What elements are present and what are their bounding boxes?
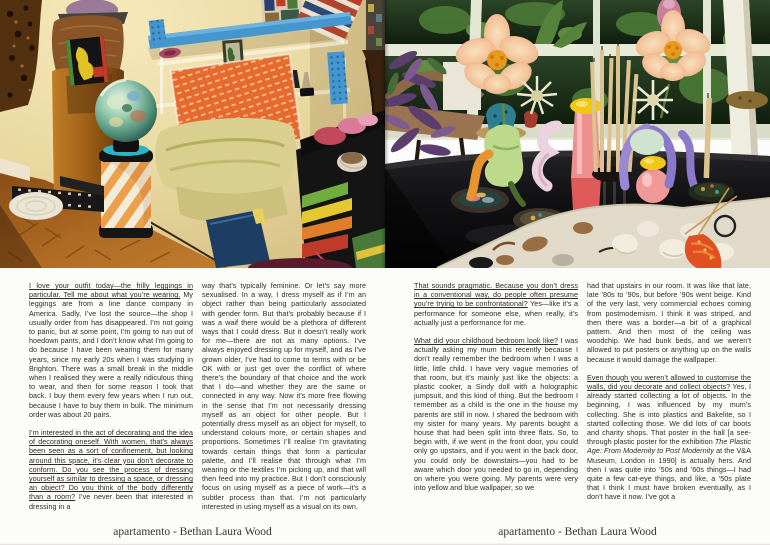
answer-text: I’ve never been that interested in dressing in a xyxy=(29,492,193,511)
answer-text: Yes, I already started collecting a lot of objects. In the beginning, I was influenced by my mum’s collecting. She is into plastics and Bakelite, so I started collecting those. We did lots of car boots and charity shops. That poster in the hall [a see-through plastic poster for the exhibition xyxy=(587,382,751,447)
bottle-vase-round xyxy=(636,156,670,203)
answer-text: Yes—like it’s a performance for someone else, when really, it’s actually just a performance for me. xyxy=(414,299,578,327)
answer-text: had that upstairs in our room. It was like that late, late ’80s to ’90s, but before ’90s went beige. Kind of the very last, very commercial echoes coming from postmodernism. I think it was striped, and then there was a border—a bit of a graphical pattern. And then most of the ceiling was woodchip. We had bunk beds, and we weren’t allowed to put posters or anything up on the walls because it would damage the wallpaper. xyxy=(587,281,751,364)
question-text: I love your outfit today—the frilly leggings in particular. Tell me about what you’re wearing. xyxy=(29,281,193,300)
article-column-4 xyxy=(587,281,751,524)
qa-paragraph xyxy=(414,281,578,327)
question-text: That sounds pragmatic. Because you don’t dress in a conventional way, do people often presume you’re trying to be confrontational? xyxy=(414,281,578,309)
answer-text: way that’s typically feminine. Or let’s say more sexualised. In a way, I dress myself as if I’m an object rather than being particularly associated with gender form. But that’s probably because if I was a waif there would be a plethora of different ways that I could dress. But it doesn’t really work for me—there are not as many options. I’ve always enjoyed dressing up for myself, and as I’ve grown older, I’ve had to come to terms with or be OK with or just get over the conflict of where there’s the boundary of that choice and the work that I do—and whether they are the same or connected in any way. Now it’s more free flowing in the sense that I’m not necessarily dressing myself as an object for other people. But I potentially dress myself as an object for myself, to understand colours more, or certain shapes and proportions. Sometimes I’ll realise I’m gravitating towards certain things that form a particular palette, and I’ll realise that through what I’m wearing or the textiles I’m picking up, and that will then feed into my practice. But I don’t consciously focus on using myself as a piece of work—it’s a subtler process than that. I’m not particularly interested in using myself as a visual on its own. xyxy=(202,281,366,511)
article-column-3 xyxy=(414,281,578,524)
exhibition-title: The Plastic Age: From Modernity to Post Modernity xyxy=(587,437,751,456)
question-text: Even though you weren’t allowed to customise the walls, did you decorate and collect objects? xyxy=(587,372,751,392)
running-footer-right: apartamento - Bethan Laura Wood xyxy=(498,526,657,538)
qa-paragraph xyxy=(414,336,578,492)
table-illustration xyxy=(385,0,770,268)
body-paragraph xyxy=(587,281,751,364)
running-footer-left: apartamento - Bethan Laura Wood xyxy=(113,526,272,538)
question-text: I’m interested in the act of decorating and the idea of decorating oneself. With women, that’s always been seen as a sort of confinement, but looking around this space, it’s clear you don’t decorate to conform. Do you see the process of dressing yourself as similar to dressing a space, or dressing an object? Do you think of the body differently than a room? xyxy=(29,428,193,502)
answer-text: My leggings are from a line dance company in America. Sadly, I’ve lost the source—the shop I usually order from has disappeared. I’m not going to panic, but at some point, I’m going to run out of hoedown pants, and I don’t know what I’m going to do because I have been wearing them for many years, since my early 20s when I was studying in Brighton. There was a small break in the middle when I realised they were a really ridiculous thing to wear, and then for some reason I took that back. I buy them every few years when I run out, because I have to buy them in bulk. The minimum order was about 20 pairs. xyxy=(29,290,193,419)
answer-text: at the V&A Museum, London in 1990] is actually hers. And then I was quite into ’50s and ’60s things—I had quite a few cat-eye things, and like, a ’50s plate that I think I must have broken eventually, as I don’t have it now. I’ve got a xyxy=(587,446,751,502)
qa-paragraph xyxy=(587,373,751,502)
article-column-1 xyxy=(29,281,193,524)
photo-right-table xyxy=(385,0,770,268)
studio-illustration xyxy=(0,0,385,268)
photo-left-studio xyxy=(0,0,385,268)
article-column-2 xyxy=(202,281,366,524)
photo-strip xyxy=(0,0,770,268)
body-paragraph xyxy=(202,281,366,511)
question-text: What did your childhood bedroom look like? xyxy=(414,336,559,346)
sheepskin xyxy=(9,192,63,220)
qa-paragraph xyxy=(29,428,193,511)
answer-text: I was actually asking my mum this recently because I don’t really remember the bedroom when I was a little, little child. I have very vague memories of that room, but it’s mainly just like the objects: a plastic cooker, a Sindy doll with a holographic jumpsuit, and this kind of thing. But the bedroom I remember as a child is the one in the house my parents are still in now. I shared the bedroom with my sister for many years. My parents bought a house that had been split into three flats. So, to begin with, if we went in the front door, you could only go upstairs, and if you went in the back door, you could only be downstairs—you had to be aware which door you needed to go in, depending on where you were going. My parents were very into yellow and blue wallpaper, so we xyxy=(414,336,578,493)
qa-paragraph xyxy=(29,281,193,419)
